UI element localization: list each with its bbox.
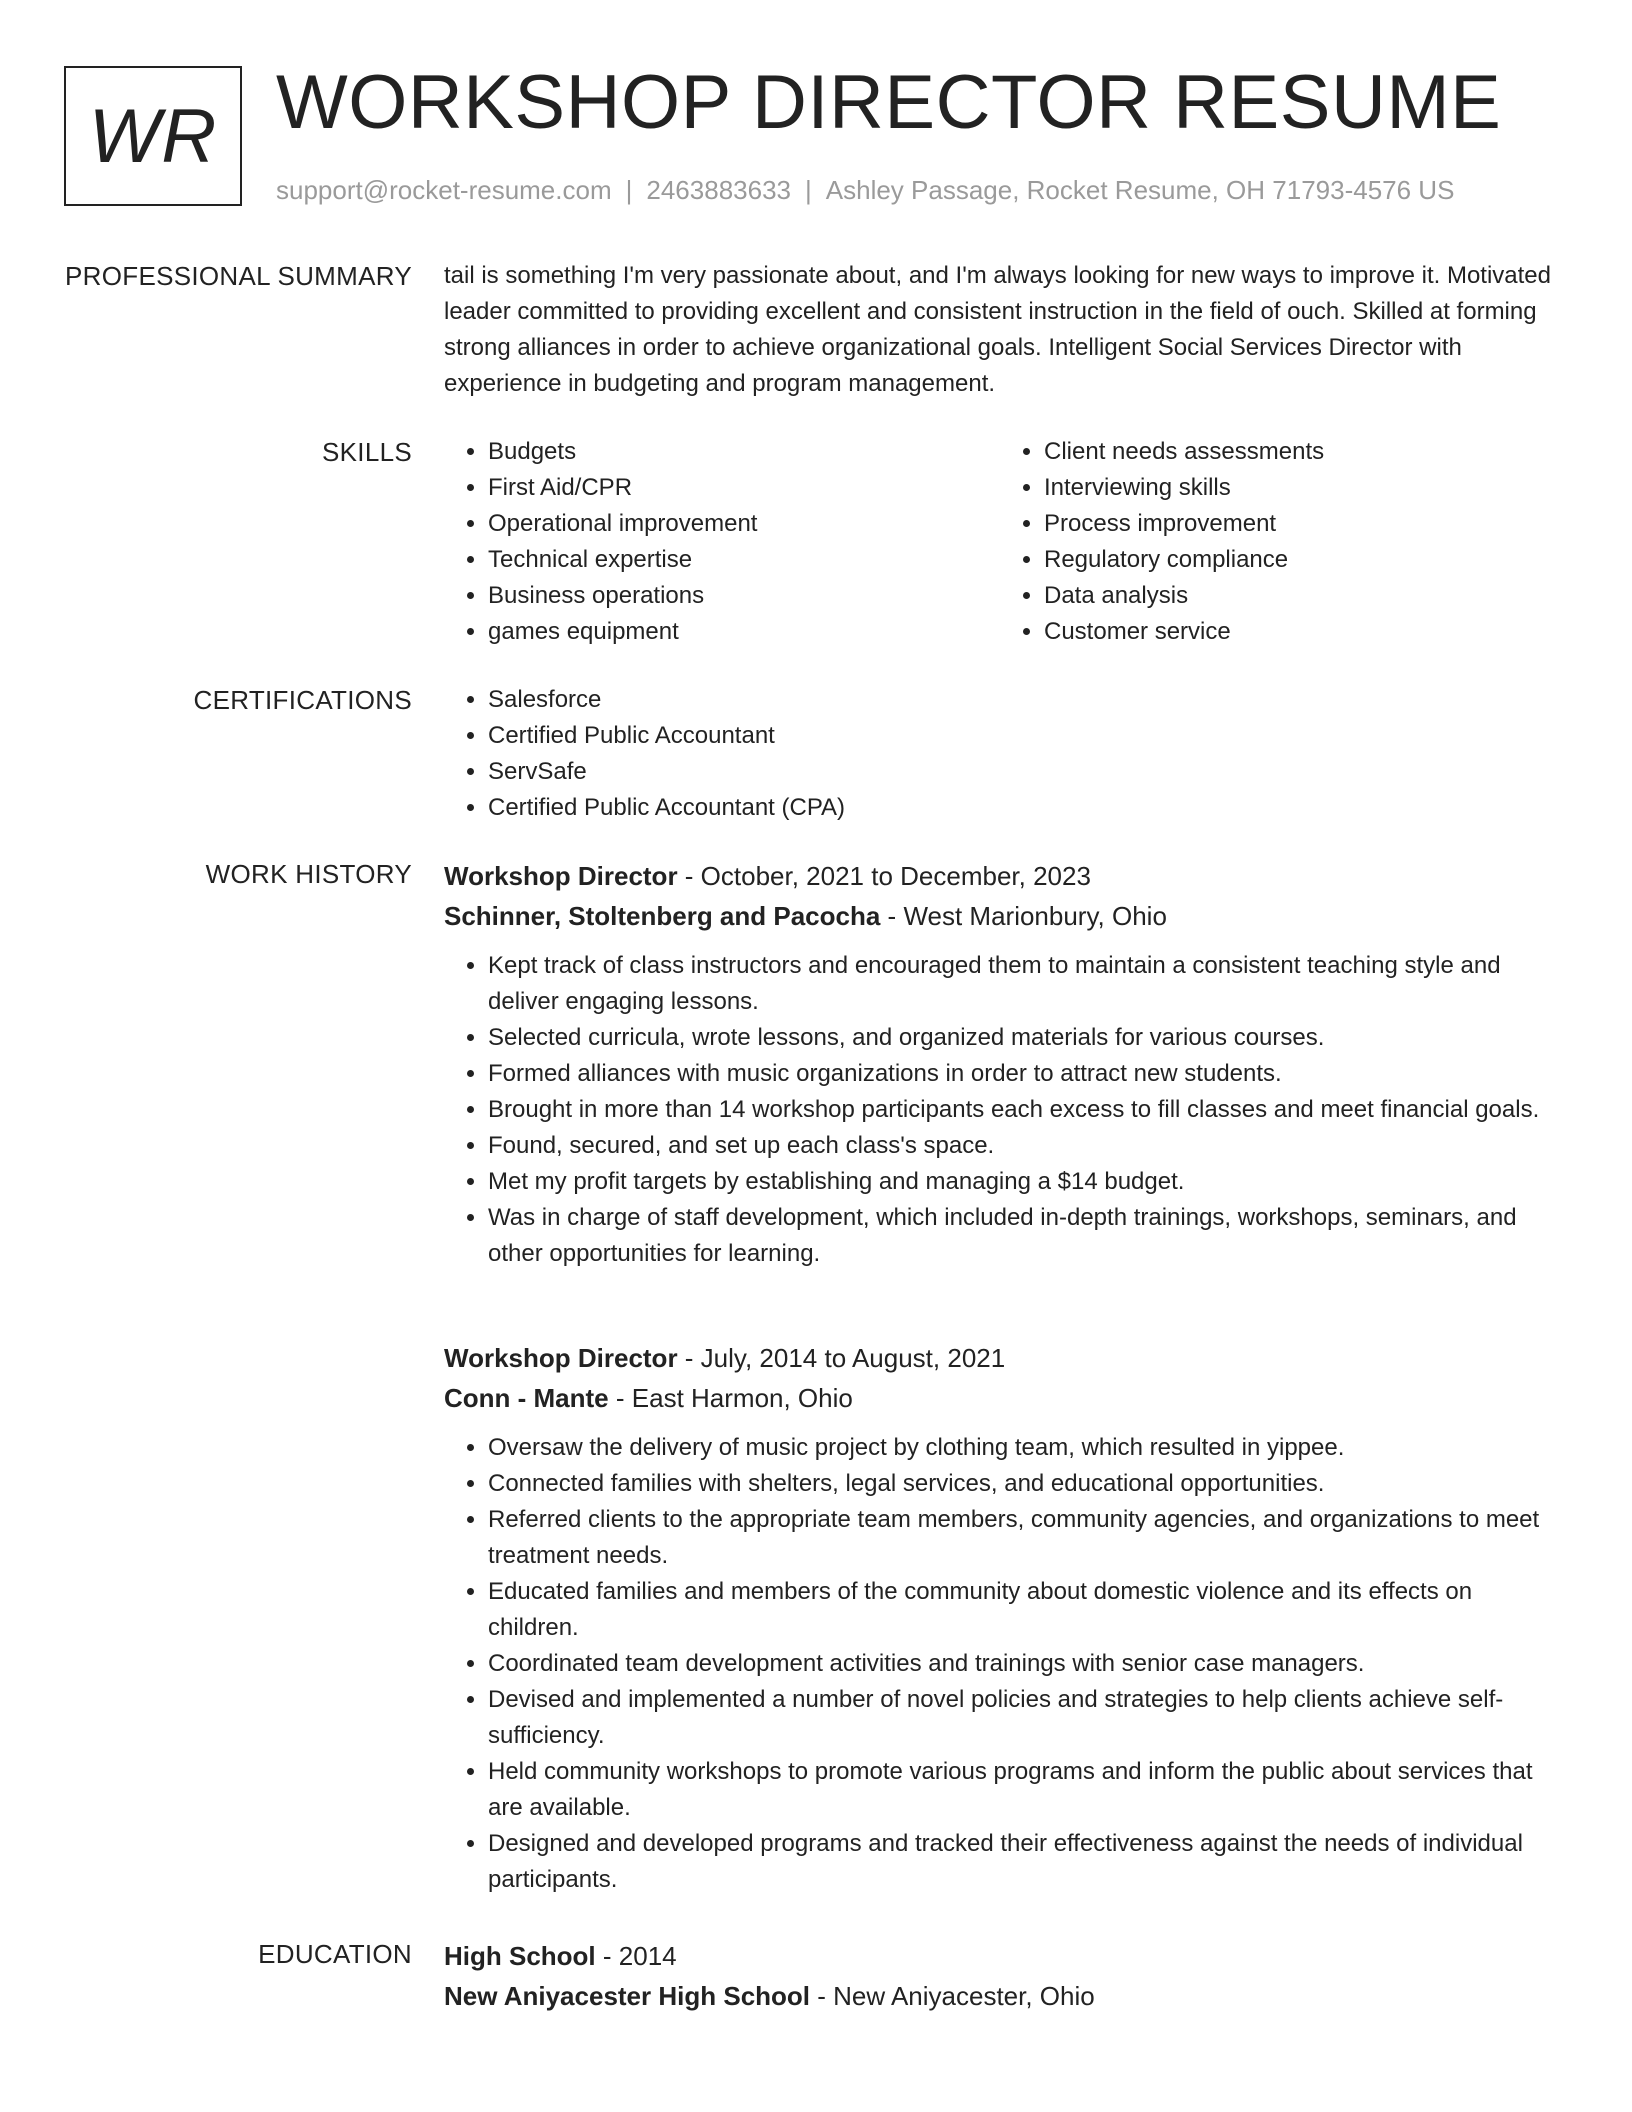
job-duty: • Referred clients to the appropriate team members, community agencies, and organizations to meet treatment needs. xyxy=(488,1502,1556,1574)
job-duties-list xyxy=(444,1430,1556,1898)
job-duty: • Educated families and members of the community about domestic violence and its effects on children. xyxy=(488,1574,1556,1646)
job-dates: July, 2014 to August, 2021 xyxy=(700,1343,1006,1373)
job-duty: • Was in charge of staff development, which included in-depth trainings, workshops, seminars, and other opportunities for learning. xyxy=(488,1200,1556,1272)
job-duty: • Selected curricula, wrote lessons, and organized materials for various courses. xyxy=(488,1020,1556,1056)
education-degree-line xyxy=(444,1936,1556,1976)
contact-address: Ashley Passage, Rocket Resume, OH 71793-4576 US xyxy=(825,175,1455,205)
education-location: New Aniyacester, Ohio xyxy=(833,1981,1095,2011)
job-duty: • Brought in more than 14 workshop participants each excess to fill classes and meet financial goals. xyxy=(488,1092,1556,1128)
job-duty: • Coordinated team development activities and trainings with senior case managers. xyxy=(488,1646,1556,1682)
job-duties-list xyxy=(444,948,1556,1272)
certification-item: • Salesforce xyxy=(488,682,1556,718)
job-duty: • Oversaw the delivery of music project by clothing team, which resulted in yippee. xyxy=(488,1430,1556,1466)
skill-item: • Budgets xyxy=(488,434,1000,470)
skill-item: • Customer service xyxy=(1044,614,1556,650)
certification-item: • Certified Public Accountant (CPA) xyxy=(488,790,1556,826)
dash: - xyxy=(677,861,701,891)
education-school: New Aniyacester High School xyxy=(444,1981,811,2011)
job-location: East Harmon, Ohio xyxy=(631,1383,853,1413)
job-duty: • Held community workshops to promote various programs and inform the public about services that are available. xyxy=(488,1754,1556,1826)
job-duty: • Connected families with shelters, legal services, and educational opportunities. xyxy=(488,1466,1556,1502)
dash: - xyxy=(810,1981,834,2011)
job-duty: • Formed alliances with music organizations in order to attract new students. xyxy=(488,1056,1556,1092)
dash: - xyxy=(677,1343,701,1373)
skills-list-left xyxy=(444,434,1000,650)
contact-separator: | xyxy=(805,175,812,205)
page-title: WORKSHOP DIRECTOR RESUME xyxy=(276,60,1502,145)
monogram-logo: WR xyxy=(64,66,242,206)
job-duty: • Kept track of class instructors and encouraged them to maintain a consistent teaching style and deliver engaging lessons. xyxy=(488,948,1556,1020)
job-title-line xyxy=(444,856,1556,896)
education-heading: EDUCATION xyxy=(258,1939,412,1969)
education-school-line xyxy=(444,1976,1556,2016)
certifications-heading: CERTIFICATIONS xyxy=(193,685,412,715)
summary-text: tail is something I'm very passionate about, and I'm always looking for new ways to improve it. Motivated leader committed to providing excellent and consistent instruction in the field of ouch. Skilled at forming strong alliances in order to achieve organizational goals. Intelligent Social Services Director with experience in budgeting and program management. xyxy=(444,262,1551,397)
certification-item: • Certified Public Accountant xyxy=(488,718,1556,754)
dash: - xyxy=(595,1941,619,1971)
skills-heading: SKILLS xyxy=(322,437,412,467)
skill-item: • Operational improvement xyxy=(488,506,1000,542)
skill-item: • Process improvement xyxy=(1044,506,1556,542)
job-company: Conn - Mante xyxy=(444,1383,609,1413)
job-duty: • Found, secured, and set up each class's space. xyxy=(488,1128,1556,1164)
contact-separator: | xyxy=(625,175,633,205)
job-duty: • Met my profit targets by establishing and managing a $14 budget. xyxy=(488,1164,1556,1200)
skill-item: • Data analysis xyxy=(1044,578,1556,614)
job-location: West Marionbury, Ohio xyxy=(903,901,1167,931)
dash: - xyxy=(608,1383,632,1413)
contact-phone: 2463883633 xyxy=(646,175,791,205)
work-history-heading: WORK HISTORY xyxy=(205,859,412,889)
dash: - xyxy=(880,901,904,931)
summary-heading: PROFESSIONAL SUMMARY xyxy=(65,261,412,291)
certification-item: • ServSafe xyxy=(488,754,1556,790)
skill-item: • First Aid/CPR xyxy=(488,470,1000,506)
skill-item: • Client needs assessments xyxy=(1044,434,1556,470)
job-duty: • Devised and implemented a number of novel policies and strategies to help clients achieve self-sufficiency. xyxy=(488,1682,1556,1754)
skill-item: • Technical expertise xyxy=(488,542,1000,578)
skill-item: • Interviewing skills xyxy=(1044,470,1556,506)
skill-item: • Business operations xyxy=(488,578,1000,614)
job-company-line xyxy=(444,1378,1556,1418)
job-dates: October, 2021 to December, 2023 xyxy=(700,861,1091,891)
job-duty: • Designed and developed programs and tracked their effectiveness against the needs of individual participants. xyxy=(488,1826,1556,1898)
education-year: 2014 xyxy=(618,1941,677,1971)
skills-list-right xyxy=(1000,434,1556,650)
job-title: Workshop Director xyxy=(444,861,678,891)
job-company-line xyxy=(444,896,1556,936)
skill-item: • games equipment xyxy=(488,614,1000,650)
contact-email: support@rocket-resume.com xyxy=(276,175,612,205)
contact-line xyxy=(276,172,1454,208)
job-title-line xyxy=(444,1338,1556,1378)
education-degree: High School xyxy=(444,1941,596,1971)
skill-item: • Regulatory compliance xyxy=(1044,542,1556,578)
job-title: Workshop Director xyxy=(444,1343,678,1373)
job-company: Schinner, Stoltenberg and Pacocha xyxy=(444,901,881,931)
certifications-list xyxy=(444,682,1556,826)
